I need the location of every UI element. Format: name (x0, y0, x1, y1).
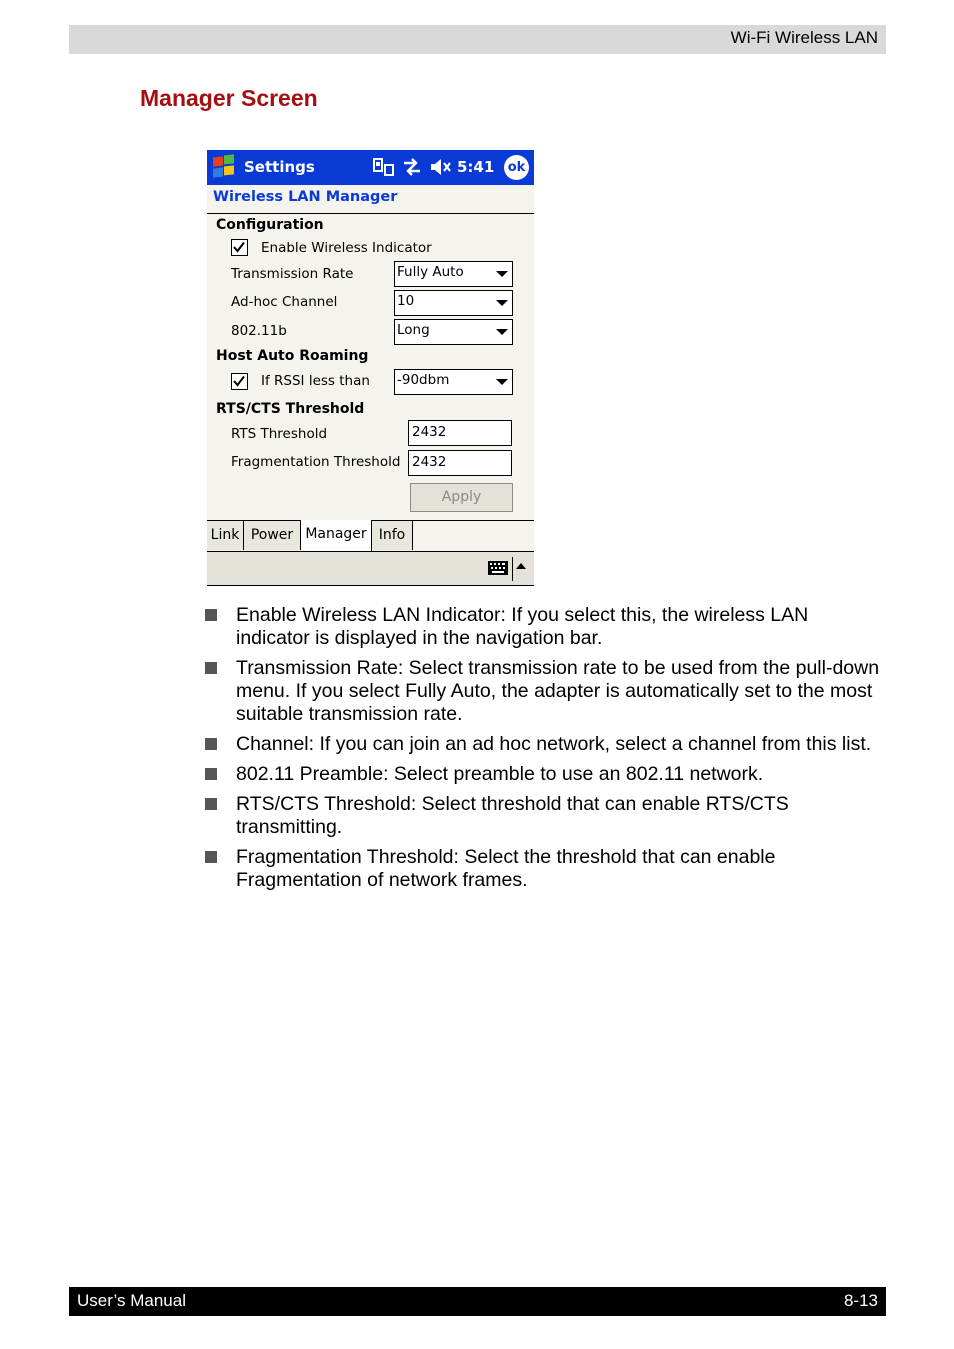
tab-link[interactable]: Link (207, 521, 244, 550)
adhoc-channel-value: 10 (397, 293, 415, 309)
list-item (205, 793, 885, 839)
divider (512, 557, 513, 581)
footer-manual-label: User’s Manual (77, 1291, 186, 1310)
list-item-text: 802.11 Preamble: Select preamble to use an 802.11 network. (236, 763, 764, 785)
preamble-label: 802.11b (231, 323, 287, 339)
list-item (205, 733, 885, 756)
input-menu-arrow-icon[interactable] (516, 563, 526, 569)
list-item (205, 846, 885, 892)
keyboard-icon[interactable] (487, 559, 509, 577)
list-item (205, 604, 885, 650)
transmission-rate-label: Transmission Rate (231, 266, 354, 282)
frag-threshold-value: 2432 (412, 454, 447, 470)
adhoc-channel-label: Ad-hoc Channel (231, 294, 338, 310)
device-screenshot (207, 150, 534, 586)
page-header (69, 25, 886, 54)
network-icon[interactable] (373, 157, 395, 177)
list-item-text: Transmission Rate: Select transmission rate to be used from the pull-down menu. If you select Fully Auto, the adapter is automatically set to the most suitable transmission rate. (236, 657, 880, 725)
checkmark-icon (232, 240, 246, 254)
rssi-checkbox[interactable] (231, 373, 248, 390)
tab-info[interactable]: Info (372, 521, 413, 550)
list-item-text: RTS/CTS Threshold: Select threshold that can enable RTS/CTS transmitting. (236, 793, 789, 838)
rts-threshold-input[interactable] (408, 420, 512, 446)
preamble-dropdown[interactable] (394, 319, 513, 345)
header-title: Wi-Fi Wireless LAN (730, 28, 878, 47)
panel-subtitle: Wireless LAN Manager (213, 189, 398, 205)
rts-cts-heading: RTS/CTS Threshold (216, 401, 365, 417)
host-roaming-heading: Host Auto Roaming (216, 348, 369, 364)
dropdown-arrow-icon (496, 271, 508, 277)
clock[interactable]: 5:41 (457, 158, 495, 176)
list-item-text: Enable Wireless LAN Indicator: If you select this, the wireless LAN indicator is displayed in the navigation bar. (236, 604, 809, 649)
bullet-square-icon (205, 738, 217, 750)
menu-bar (207, 551, 534, 586)
list-item-text: Fragmentation Threshold: Select the threshold that can enable Fragmentation of network frames. (236, 846, 776, 891)
page-footer (69, 1287, 886, 1316)
rssi-label: If RSSI less than (261, 373, 370, 389)
transmission-rate-dropdown[interactable] (394, 261, 513, 287)
rts-threshold-value: 2432 (412, 424, 447, 440)
rssi-dropdown[interactable] (394, 369, 513, 395)
dropdown-arrow-icon (496, 300, 508, 306)
list-item-text: Channel: If you can join an ad hoc network, select a channel from this list. (236, 733, 872, 755)
window-title: Settings (244, 158, 315, 176)
title-bar (207, 150, 534, 185)
page-number: 8-13 (843, 1291, 878, 1310)
tab-bar (207, 520, 534, 551)
tab-power[interactable]: Power (244, 521, 301, 550)
ok-button[interactable]: ok (504, 155, 529, 180)
enable-indicator-checkbox[interactable] (231, 239, 248, 256)
section-title: Manager Screen (140, 85, 318, 111)
apply-button[interactable]: Apply (410, 483, 513, 512)
bullet-square-icon (205, 662, 217, 674)
checkmark-icon (232, 374, 246, 388)
sync-arrows-icon[interactable] (402, 157, 422, 177)
bullet-square-icon (205, 798, 217, 810)
speaker-muted-icon[interactable] (429, 157, 453, 177)
transmission-rate-value: Fully Auto (397, 264, 464, 280)
frag-threshold-input[interactable] (408, 450, 512, 476)
bullet-list (205, 604, 885, 899)
windows-start-icon[interactable] (209, 153, 239, 183)
rssi-value: -90dbm (397, 372, 450, 388)
dropdown-arrow-icon (496, 379, 508, 385)
list-item (205, 763, 885, 786)
enable-indicator-label: Enable Wireless Indicator (261, 240, 432, 256)
frag-threshold-label: Fragmentation Threshold (231, 454, 401, 470)
adhoc-channel-dropdown[interactable] (394, 290, 513, 316)
rts-threshold-label: RTS Threshold (231, 426, 328, 442)
divider (207, 213, 534, 214)
settings-panel (207, 185, 534, 520)
configuration-heading: Configuration (216, 217, 324, 233)
tab-manager[interactable]: Manager (301, 520, 372, 551)
bullet-square-icon (205, 609, 217, 621)
preamble-value: Long (397, 322, 430, 338)
bullet-square-icon (205, 851, 217, 863)
dropdown-arrow-icon (496, 329, 508, 335)
list-item (205, 657, 885, 726)
bullet-square-icon (205, 768, 217, 780)
